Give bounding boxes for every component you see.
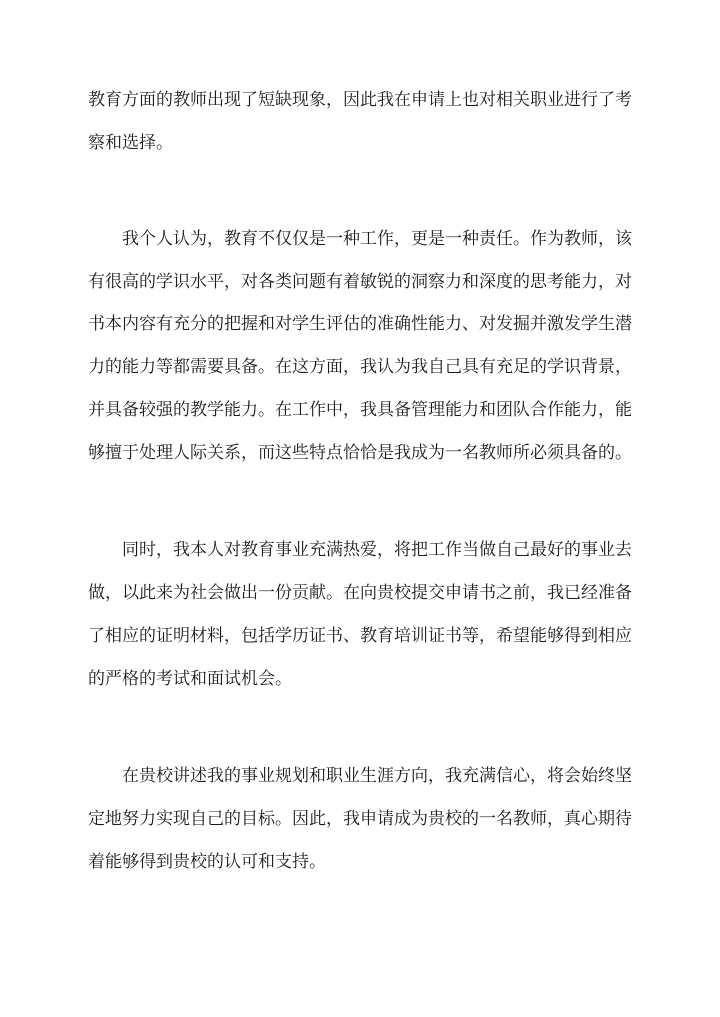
paragraph-3-line-1: 同时，我本人对教育事业充满热爱，将把工作当做自己最好的事业去 [122,540,632,560]
paragraph-3-line-3: 了相应的证明材料，包括学历证书、教育培训证书等，希望能够得到相应 [88,626,632,646]
paragraph-2-line-1: 我个人认为，教育不仅仅是一种工作，更是一种责任。作为教师，该 [122,229,632,249]
paragraph-4-line-3: 着能够得到贵校的认可和支持。 [88,852,326,872]
paragraph-1-line-2: 察和选择。 [88,133,173,153]
paragraph-3-line-4: 的严格的考试和面试机会。 [88,669,292,689]
paragraph-4-line-2: 定地努力实现自己的目标。因此，我申请成为贵校的一名教师，真心期待 [88,809,632,829]
paragraph-2-line-6: 够擅于处理人际关系，而这些特点恰恰是我成为一名教师所必须具备的。 [88,443,632,463]
paragraph-2-line-4: 力的能力等都需要具备。在这方面，我认为我自己具有充足的学识背景， [88,357,632,377]
paragraph-2-line-2: 有很高的学识水平，对各类问题有着敏锐的洞察力和深度的思考能力，对 [88,272,632,292]
paragraph-2-line-3: 书本内容有充分的把握和对学生评估的准确性能力、对发掘并激发学生潜 [88,314,632,334]
paragraph-1-line-1: 教育方面的教师出现了短缺现象，因此我在申请上也对相关职业进行了考 [88,90,632,110]
paragraph-4-line-1: 在贵校讲述我的事业规划和职业生涯方向，我充满信心，将会始终坚 [122,766,632,786]
paragraph-3-line-2: 做，以此来为社会做出一份贡献。在向贵校提交申请书之前，我已经准备 [88,583,632,603]
paragraph-2-line-5: 并具备较强的教学能力。在工作中，我具备管理能力和团队合作能力，能 [88,400,632,420]
